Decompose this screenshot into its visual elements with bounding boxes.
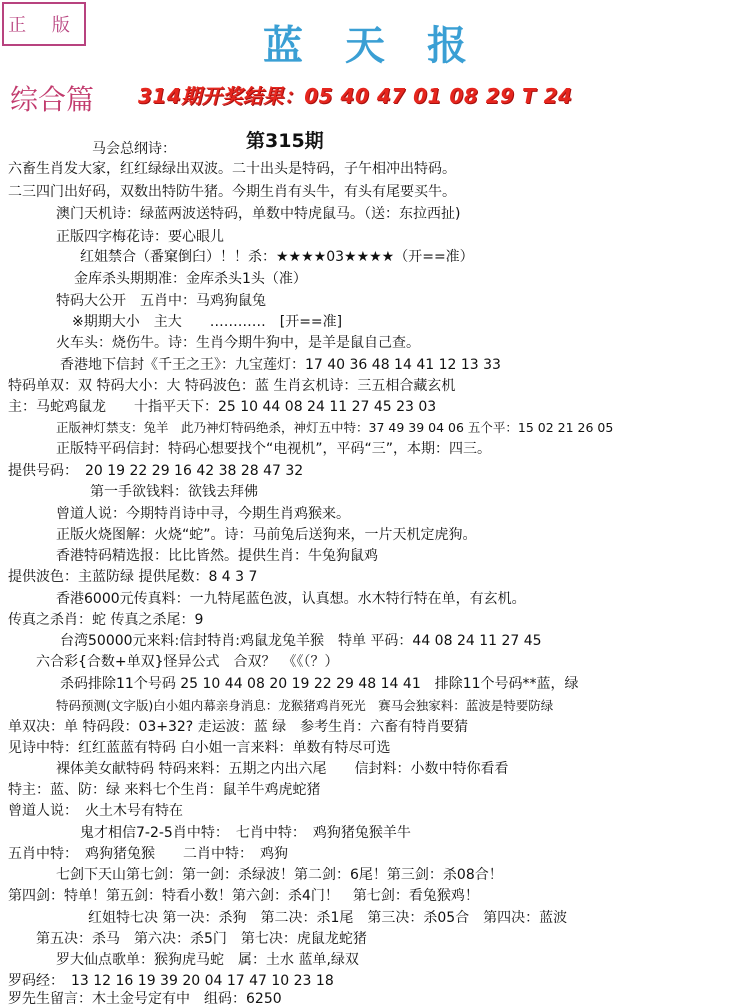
text-line: 主：马蛇鸡鼠龙 十指平天下：25 10 44 08 24 11 27 45 23 03 xyxy=(8,399,437,415)
text-line: 正版火烧图解：火烧“蛇”。诗：马前兔后送狗来，一片天机定虎狗。 xyxy=(56,527,477,543)
text-line: 正版特平码信封：特码心想要找个“电视机”，平码“三”，本期：四三。 xyxy=(56,441,492,457)
section-title: 综合篇 xyxy=(10,83,95,116)
text-line: 正版神灯禁支：兔羊 此乃神灯特码绝杀，神灯五中特：37 49 39 04 06 五个平：15 02 21 26 05 xyxy=(56,420,614,435)
text-line: 裸体美女献特码 特码来料：五期之内出六尾 信封料：小数中特你看看 xyxy=(56,761,509,777)
text-line: 五肖中特： 鸡狗猪兔猴 二肖中特： 鸡狗 xyxy=(8,846,288,862)
text-line: 香港地下信封《千王之王》：九宝莲灯：17 40 36 48 14 41 12 13 33 xyxy=(60,357,501,373)
poem-label: 马会总纲诗： xyxy=(92,141,176,157)
text-line: 红姐特七决 第一决：杀狗 第二决：杀1尾 第三决：杀05合 第四决：蓝波 xyxy=(88,910,568,926)
text-line: 特码预测(文字版)白小姐内幕亲身消息：龙猴猪鸡肖死光 赛马会独家料：蓝波是特要防绿 xyxy=(56,698,554,713)
text-line: 金库杀头期期准：金库杀头1头（准） xyxy=(74,271,307,287)
text-line: 杀码排除11个号码 25 10 44 08 20 19 22 29 48 14 41 排除11个号码**蓝，绿 xyxy=(60,676,579,692)
text-line: 六合彩{合数+单双}怪异公式 合双？ 《《（？） xyxy=(36,654,339,670)
text-line: 香港特码精选报：比比皆然。提供生肖：牛兔狗鼠鸡 xyxy=(56,548,378,564)
text-line: ※期期大小 主大 ………… [开==准] xyxy=(72,314,343,330)
text-line: 曾道人说： 火土木号有特在 xyxy=(8,803,183,819)
text-line: 七剑下天山第七剑：第一剑：杀绿波！第二剑：6尾！第三剑：杀08合！ xyxy=(56,867,503,883)
text-line: 罗大仙点歌单：猴狗虎马蛇 属：土水 蓝单,绿双 xyxy=(56,952,359,968)
draw-result-banner: 314期开奖结果：05 40 47 01 08 29 T 24 xyxy=(138,84,573,108)
text-line: 提供波色：主蓝防绿 提供尾数：8 4 3 7 xyxy=(8,569,258,585)
text-line: 第一手欲钱料：欲钱去拜佛 xyxy=(90,484,258,500)
issue-number: 第315期 xyxy=(246,130,324,152)
text-line: 曾道人说：今期特肖诗中寻，今期生肖鸡猴来。 xyxy=(56,506,350,522)
text-line: 单双决：单 特码段：03+32? 走运波：蓝 绿 参考生肖：六畜有特肖要猜 xyxy=(8,719,469,735)
text-line: 火车头：烧伤牛。诗：生肖今期牛狗中，是羊是鼠自己查。 xyxy=(56,335,420,351)
text-line: 澳门天机诗：绿蓝两波送特码，单数中特虎鼠马。（送：东拉西扯) xyxy=(56,206,461,222)
text-line: 二三四门出好码，双数出特防牛猪。今期生肖有头牛，有头有尾要买牛。 xyxy=(8,184,456,200)
text-line: 香港6000元传真料：一九特尾蓝色波，认真想。水木特行特在单，有玄机。 xyxy=(56,591,526,607)
text-line: 正版四字梅花诗：要心眼儿 xyxy=(56,229,224,245)
text-line: 特主：蓝、防：绿 来料七个生肖：鼠羊牛鸡虎蛇猪 xyxy=(8,782,321,798)
page-title: 蓝天报 xyxy=(263,22,509,69)
text-line: 罗先生留言：木土金号定有中 组码：6250 xyxy=(8,991,282,1007)
text-line: 台湾50000元来料:信封特肖:鸡鼠龙兔羊猴 特单 平码：44 08 24 11 27 45 xyxy=(60,633,542,649)
text-line: 罗码经： 13 12 16 19 39 20 04 17 47 10 23 18 xyxy=(8,973,334,989)
text-line: 见诗中特：红红蓝蓝有特码 白小姐一言来料：单数有特尽可选 xyxy=(8,740,391,756)
text-line: 第五决：杀马 第六决：杀5门 第七决：虎鼠龙蛇猪 xyxy=(36,931,367,947)
text-line: 六畜生肖发大家，红红绿绿出双波。二十出头是特码，子午相冲出特码。 xyxy=(8,161,456,177)
text-line: 特码单双：双 特码大小：大 特码波色：蓝 生肖玄机诗：三五相合藏玄机 xyxy=(8,378,456,394)
text-line: 红姐禁合（番窠倒臼）！！杀：★★★★03★★★★（开==准） xyxy=(80,249,474,265)
text-line: 鬼才相信7-2-5肖中特： 七肖中特： 鸡狗猪兔猴羊牛 xyxy=(80,825,411,841)
authentic-stamp: 正 版 xyxy=(2,2,86,46)
text-line: 特码大公开 五肖中：马鸡狗鼠兔 xyxy=(56,293,266,309)
text-line: 第四剑：特单！第五剑：特看小数！第六剑：杀4门！ 第七剑：看兔猴鸡！ xyxy=(8,888,479,904)
text-line: 传真之杀肖：蛇 传真之杀尾：9 xyxy=(8,612,204,628)
text-line: 提供号码： 20 19 22 29 16 42 38 28 47 32 xyxy=(8,463,304,479)
